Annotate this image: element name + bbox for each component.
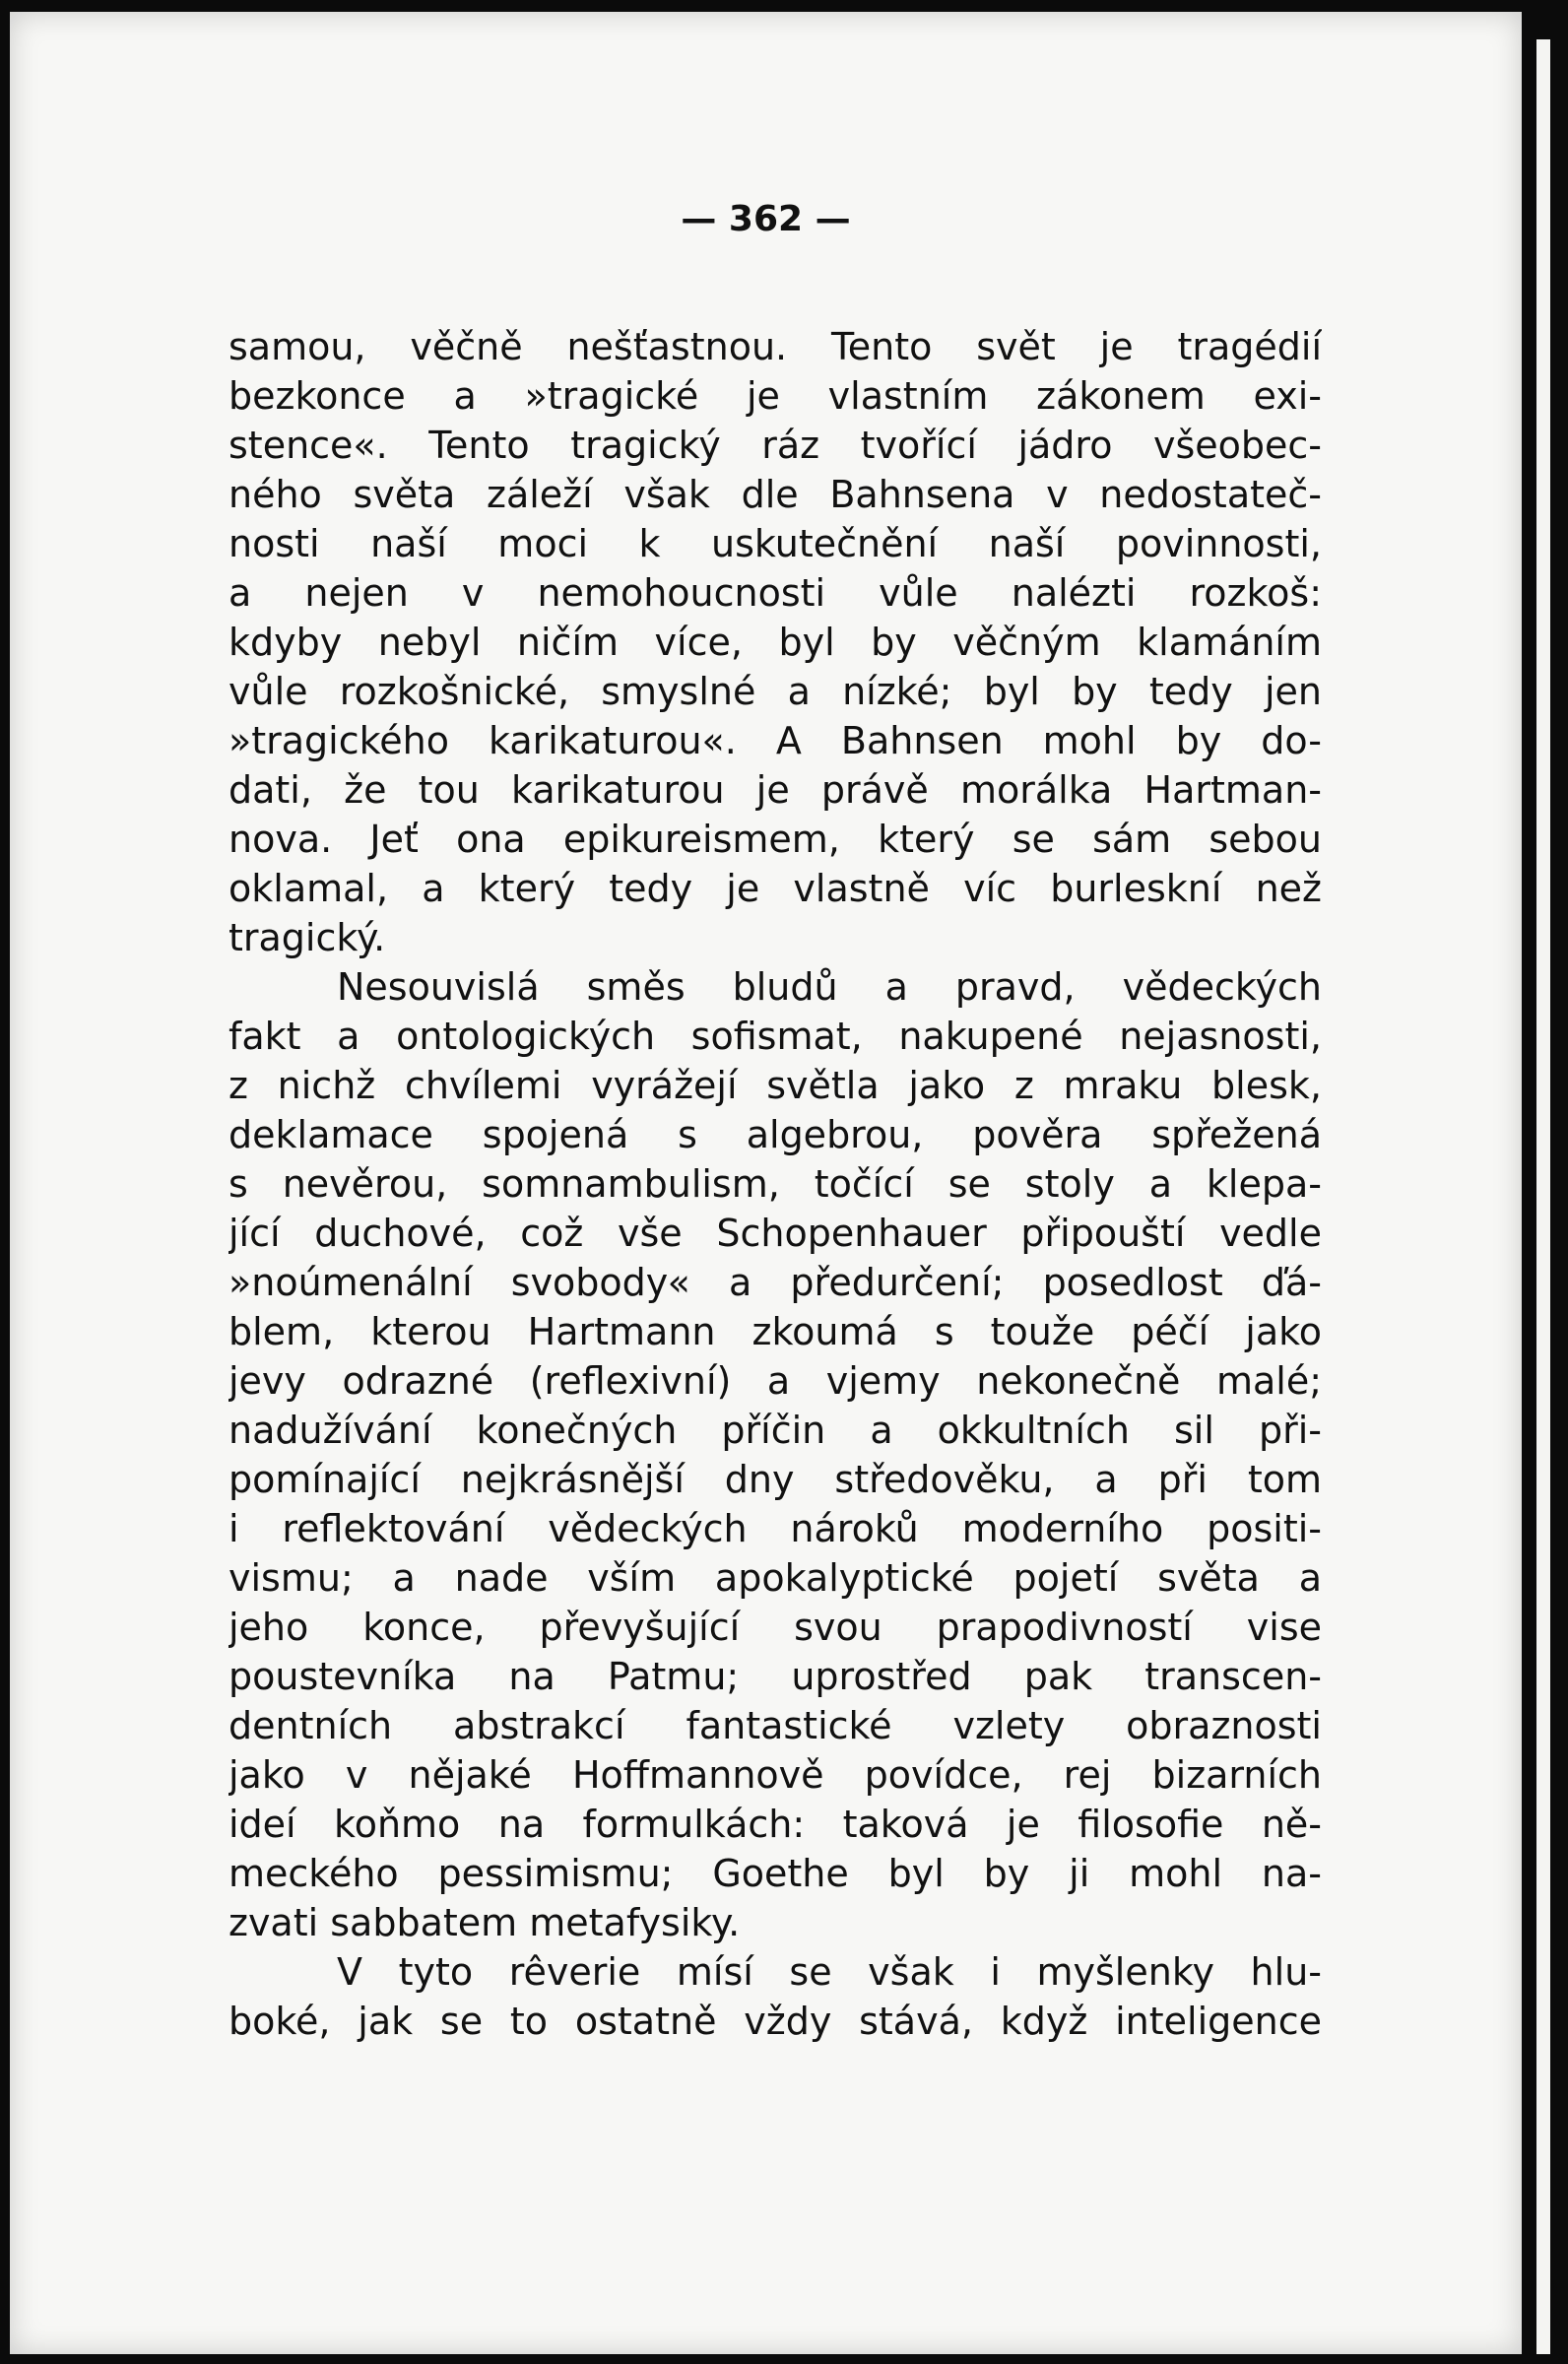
text-line: nadužívání konečných příčin a okkultních sil při-: [229, 1409, 1322, 1452]
body-text: [229, 322, 1322, 2046]
text-line: jevy odrazné (reflexivní) a vjemy nekonečně malé;: [229, 1359, 1322, 1403]
text-line: dati, že tou karikaturou je právě morálka Hartman-: [229, 768, 1322, 812]
text-line: fakt a ontologických sofismat, nakupené nejasnosti,: [229, 1015, 1322, 1058]
paragraph-end-line: tragický.: [229, 916, 386, 959]
text-line: meckého pessimismu; Goethe byl by ji mohl na-: [229, 1852, 1322, 1895]
text-line: ného světa záleží však dle Bahnsena v nedostateč-: [229, 473, 1322, 516]
text-line: poustevníka na Patmu; uprostřed pak transcen-: [229, 1655, 1322, 1698]
paragraph-start-line: V tyto rêverie mísí se však i myšlenky hlu-: [337, 1950, 1322, 1994]
text-line: jeho konce, převyšující svou prapodivností vise: [229, 1606, 1322, 1649]
adjacent-page-edge: [1536, 39, 1550, 2354]
text-line: kdyby nebyl ničím více, byl by věčným klamáním: [229, 621, 1322, 664]
text-line: nosti naší moci k uskutečnění naší povinnosti,: [229, 522, 1322, 565]
book-page: [10, 12, 1522, 2354]
text-line: dentních abstrakcí fantastické vzlety obraznosti: [229, 1704, 1322, 1747]
paragraph-start-line: Nesouvislá směs bludů a pravd, vědeckých: [337, 965, 1322, 1009]
text-line: pomínající nejkrásnější dny středověku, a při tom: [229, 1458, 1322, 1501]
text-line: stence«. Tento tragický ráz tvořící jádro všeobec-: [229, 424, 1322, 467]
text-line: samou, věčně nešťastnou. Tento svět je tragédií: [229, 325, 1322, 368]
text-line: nova. Jeť ona epikureismem, který se sám sebou: [229, 818, 1322, 861]
text-line: ideí koňmo na formulkách: taková je filosofie ně-: [229, 1803, 1322, 1846]
text-line: deklamace spojená s algebrou, pověra spřežená: [229, 1113, 1322, 1156]
text-line: vismu; a nade vším apokalyptické pojetí světa a: [229, 1556, 1322, 1600]
text-line: vůle rozkošnické, smyslné a nízké; byl by tedy jen: [229, 670, 1322, 713]
text-line: a nejen v nemohoucnosti vůle nalézti rozkoš:: [229, 571, 1322, 615]
text-line: boké, jak se to ostatně vždy stává, když inteligence: [229, 2000, 1322, 2043]
text-line: blem, kterou Hartmann zkoumá s touže péčí jako: [229, 1310, 1322, 1353]
text-line: jící duchové, což vše Schopenhauer připouští vedle: [229, 1212, 1322, 1255]
text-line: »tragického karikaturou«. A Bahnsen mohl by do-: [229, 719, 1322, 762]
text-line: i reflektování vědeckých nároků moderního positi-: [229, 1507, 1322, 1550]
text-line: »noúmenální svobody« a předurčení; posedlost ďá-: [229, 1261, 1322, 1304]
paragraph-end-line: zvati sabbatem metafysiky.: [229, 1901, 741, 1944]
text-line: z nichž chvílemi vyrážejí světla jako z mraku blesk,: [229, 1064, 1322, 1107]
text-line: jako v nějaké Hoffmannově povídce, rej bizarních: [229, 1753, 1322, 1797]
text-line: bezkonce a »tragické je vlastním zákonem exi-: [229, 374, 1322, 418]
text-line: oklamal, a který tedy je vlastně víc burleskní než: [229, 867, 1322, 910]
text-line: s nevěrou, somnambulism, točící se stoly a klepa-: [229, 1162, 1322, 1206]
page-number: — 362 —: [681, 199, 851, 239]
